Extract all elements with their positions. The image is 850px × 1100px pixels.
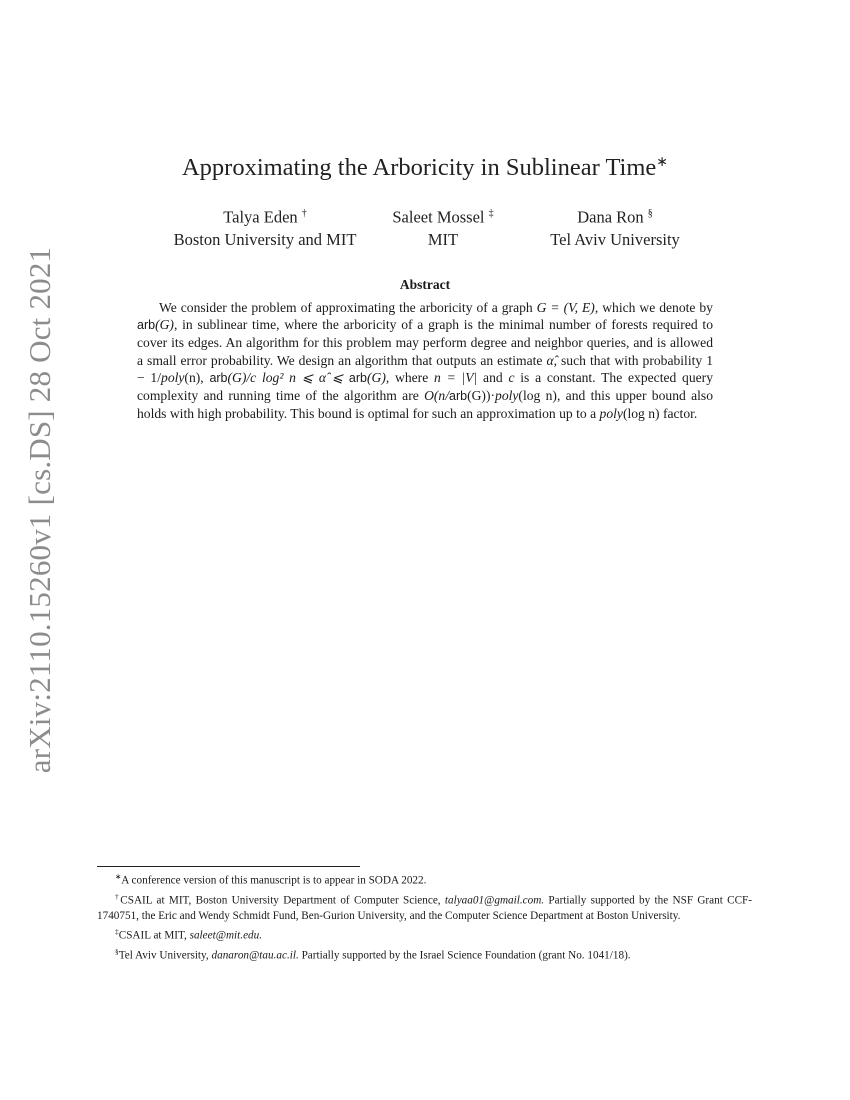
author-block — [373, 203, 513, 251]
author-block — [150, 203, 380, 251]
author-affiliation: Boston University and MIT — [173, 229, 357, 249]
author-name: Dana Ron — [577, 207, 644, 227]
author-footnote-mark[interactable]: § — [647, 208, 653, 219]
author-affiliation: MIT — [427, 229, 459, 249]
footnote: §Tel Aviv University, danaron@tau.ac.il. Partially supported by the Israel Science Foundation (grant No. 1041/18). — [115, 947, 631, 963]
footnotes — [97, 869, 752, 964]
title-footnote-mark[interactable]: ∗ — [656, 155, 669, 170]
abstract-body — [137, 299, 713, 422]
author-affiliation: Tel Aviv University — [550, 229, 680, 249]
email-link[interactable]: danaron@tau.ac.il. — [211, 950, 299, 963]
abstract-paragraph: We consider the problem of approximating the arboricity of a graph G = (V, E), which we denote by arb(G), in sublinear time, where the arboricity of a graph is the minimal number of forests required to cover its edges. An algorithm for this problem may perform degree and neighbor queries, and is allowed a small error probability. We design an algorithm that outputs an estimate α̂, such that with probability 1 − 1/poly(n), arb(G)/c log² n ⩽ α̂ ⩽ arb(G), where n = |V| and c is a constant. The expected query complexity and running time of the algorithm are O(n/arb(G))·poly(log n), and this upper bound also holds with high probability. This bound is optimal for such an approximation up to a poly(log n) factor. — [137, 300, 714, 422]
arxiv-stamp-text: arXiv:2110.15260v1 [cs.DS] 28 Oct 2021 — [22, 246, 57, 774]
author-footnote-mark[interactable]: † — [301, 208, 307, 219]
footnote: †CSAIL at MIT, Boston University Department of Computer Science, talyaa01@gmail.com. Partially supported by the NSF Grant CCF-1740751, the Eric and Wendy Schmidt Fund, Ben-Gurion University, and the Computer Science Department at Boston University. — [97, 892, 753, 923]
footnote-separator — [97, 866, 360, 867]
abstract-heading: Abstract — [399, 277, 451, 292]
author-name: Talya Eden — [223, 207, 298, 227]
arxiv-identifier-stamp — [18, 246, 62, 774]
author-footnote-mark[interactable]: ‡ — [488, 208, 494, 219]
author-block — [530, 203, 700, 251]
footnote: ‡CSAIL at MIT, saleet@mit.edu. — [115, 927, 263, 943]
author-name: Saleet Mossel — [392, 207, 485, 227]
title-text: Approximating the Arboricity in Sublinear Time — [181, 154, 657, 182]
email-link[interactable]: talyaa01@gmail.com. — [444, 894, 545, 907]
footnote: ∗A conference version of this manuscript is to appear in SODA 2022. — [115, 872, 427, 887]
paper-title — [0, 154, 850, 182]
email-link[interactable]: saleet@mit.edu. — [189, 930, 263, 943]
